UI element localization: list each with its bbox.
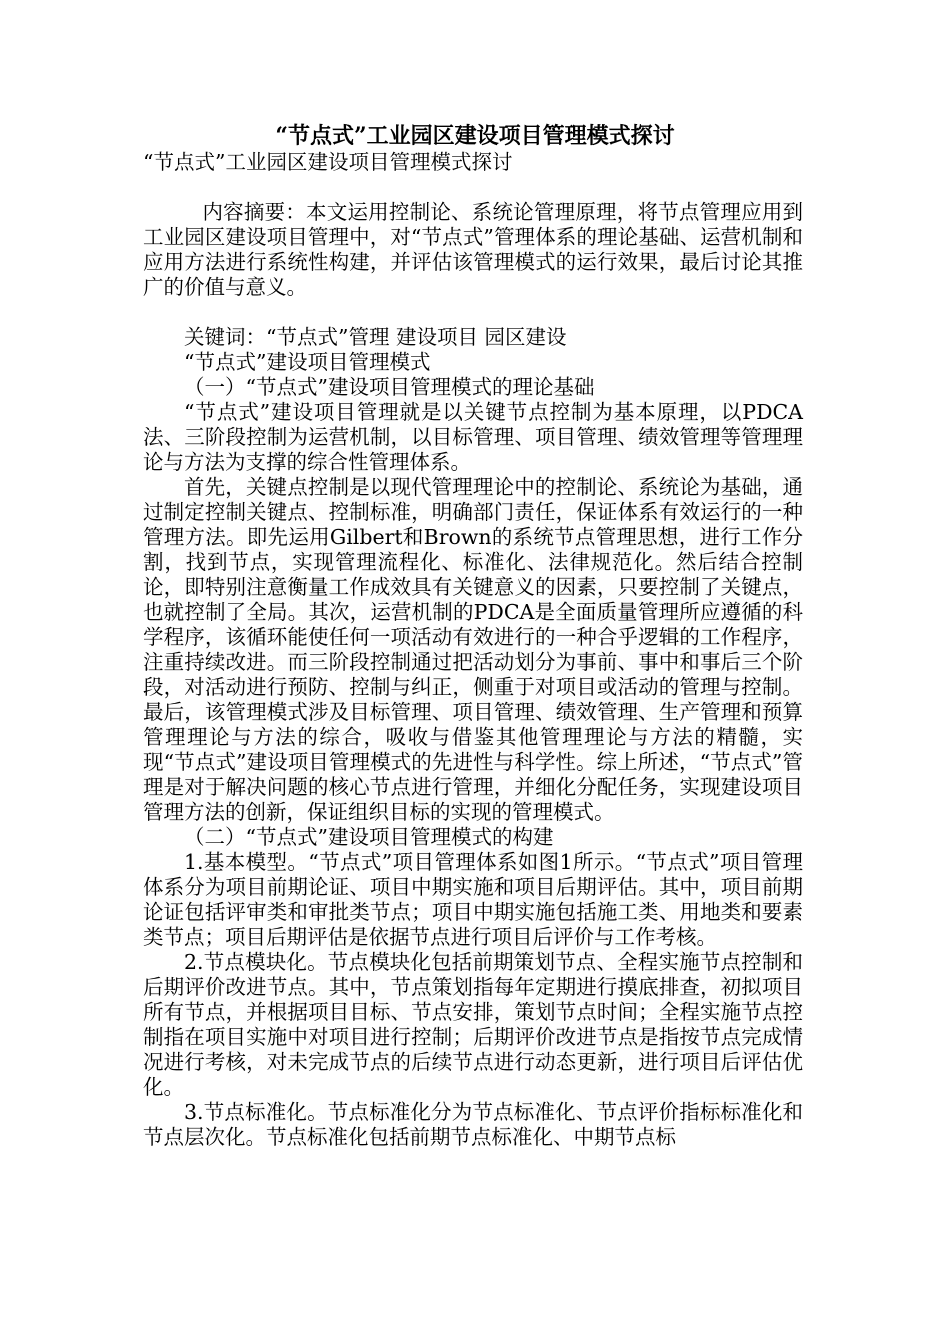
- paragraph-2: 首先，关键点控制是以现代管理理论中的控制论、系统论为基础，通过制定控制关键点、控制标准，明确部门责任，保证体系有效运行的一种管理方法。即先运用Gilbert和Brown的系统节点管理思想，进行工作分割，找到节点，实现管理流程化、标准化、法律规范化。然后结合控制论，即特别注意衡量工作成效具有关键意义的因素，只要控制了关键点，也就控制了全局。其次，运营机制的PDCA是全面质量管理所应遵循的科学程序，该循环能使任何一项活动有效进行的一种合乎逻辑的工作程序，注重持续改进。而三阶段控制通过把活动划分为事前、事中和事后三个阶段，对活动进行预防、控制与纠正，侧重于对项目或活动的管理与控制。最后，该管理模式涉及目标管理、项目管理、绩效管理、生产管理和预算管理理论与方法的综合，吸收与借鉴其他管理理论与方法的精髓，实现“节点式”建设项目管理模式的先进性与科学性。综上所述，“节点式”管理是对于解决问题的核心节点进行管理，并细化分配任务，实现建设项目管理方法的创新，保证组织目标的实现的管理模式。: [143, 475, 803, 824]
- paragraph-1: “节点式”建设项目管理就是以关键节点控制为基本原理，以PDCA法、三阶段控制为运营机制，以目标管理、项目管理、绩效管理等管理理论与方法为支撑的综合性管理体系。: [143, 400, 803, 474]
- document-body: [143, 150, 803, 1150]
- paragraph-5: 3.节点标准化。节点标准化分为节点标准化、节点评价指标标准化和节点层次化。节点标准化包括前期节点标准化、中期节点标: [143, 1100, 803, 1149]
- blank-line: [143, 300, 803, 325]
- abstract-paragraph: 内容摘要：本文运用控制论、系统论管理原理，将节点管理应用到工业园区建设项目管理中，对“节点式”管理体系的理论基础、运营机制和应用方法进行系统性构建，并评估该管理模式的运行效果，最后讨论其推广的价值与意义。: [143, 200, 803, 299]
- part2-heading: （二）“节点式”建设项目管理模式的构建: [184, 825, 554, 849]
- part1-heading: （一）“节点式”建设项目管理模式的理论基础: [184, 375, 595, 399]
- document-title: “节点式”工业园区建设项目管理模式探讨: [275, 123, 675, 149]
- keywords-line: 关键词：“节点式”管理 建设项目 园区建设: [184, 325, 567, 349]
- section-heading: “节点式”建设项目管理模式: [184, 350, 431, 374]
- paragraph-3: 1.基本模型。“节点式”项目管理体系如图1所示。“节点式”项目管理体系分为项目前期论证、项目中期实施和项目后期评估。其中，项目前期论证包括评审类和审批类节点；项目中期实施包括施工类、用地类和要素类节点；项目后期评估是依据节点进行项目后评价与工作考核。: [143, 850, 803, 949]
- paragraph-4: 2.节点模块化。节点模块化包括前期策划节点、全程实施节点控制和后期评价改进节点。其中，节点策划指每年定期进行摸底排查，初拟项目所有节点，并根据项目目标、节点安排，策划节点时间；全程实施节点控制指在项目实施中对项目进行控制；后期评价改进节点是指按节点完成情况进行考核，对未完成节点的后续节点进行动态更新，进行项目后评估优化。: [143, 950, 803, 1099]
- blank-line: [143, 175, 803, 200]
- document-subtitle: “节点式”工业园区建设项目管理模式探讨: [143, 150, 513, 174]
